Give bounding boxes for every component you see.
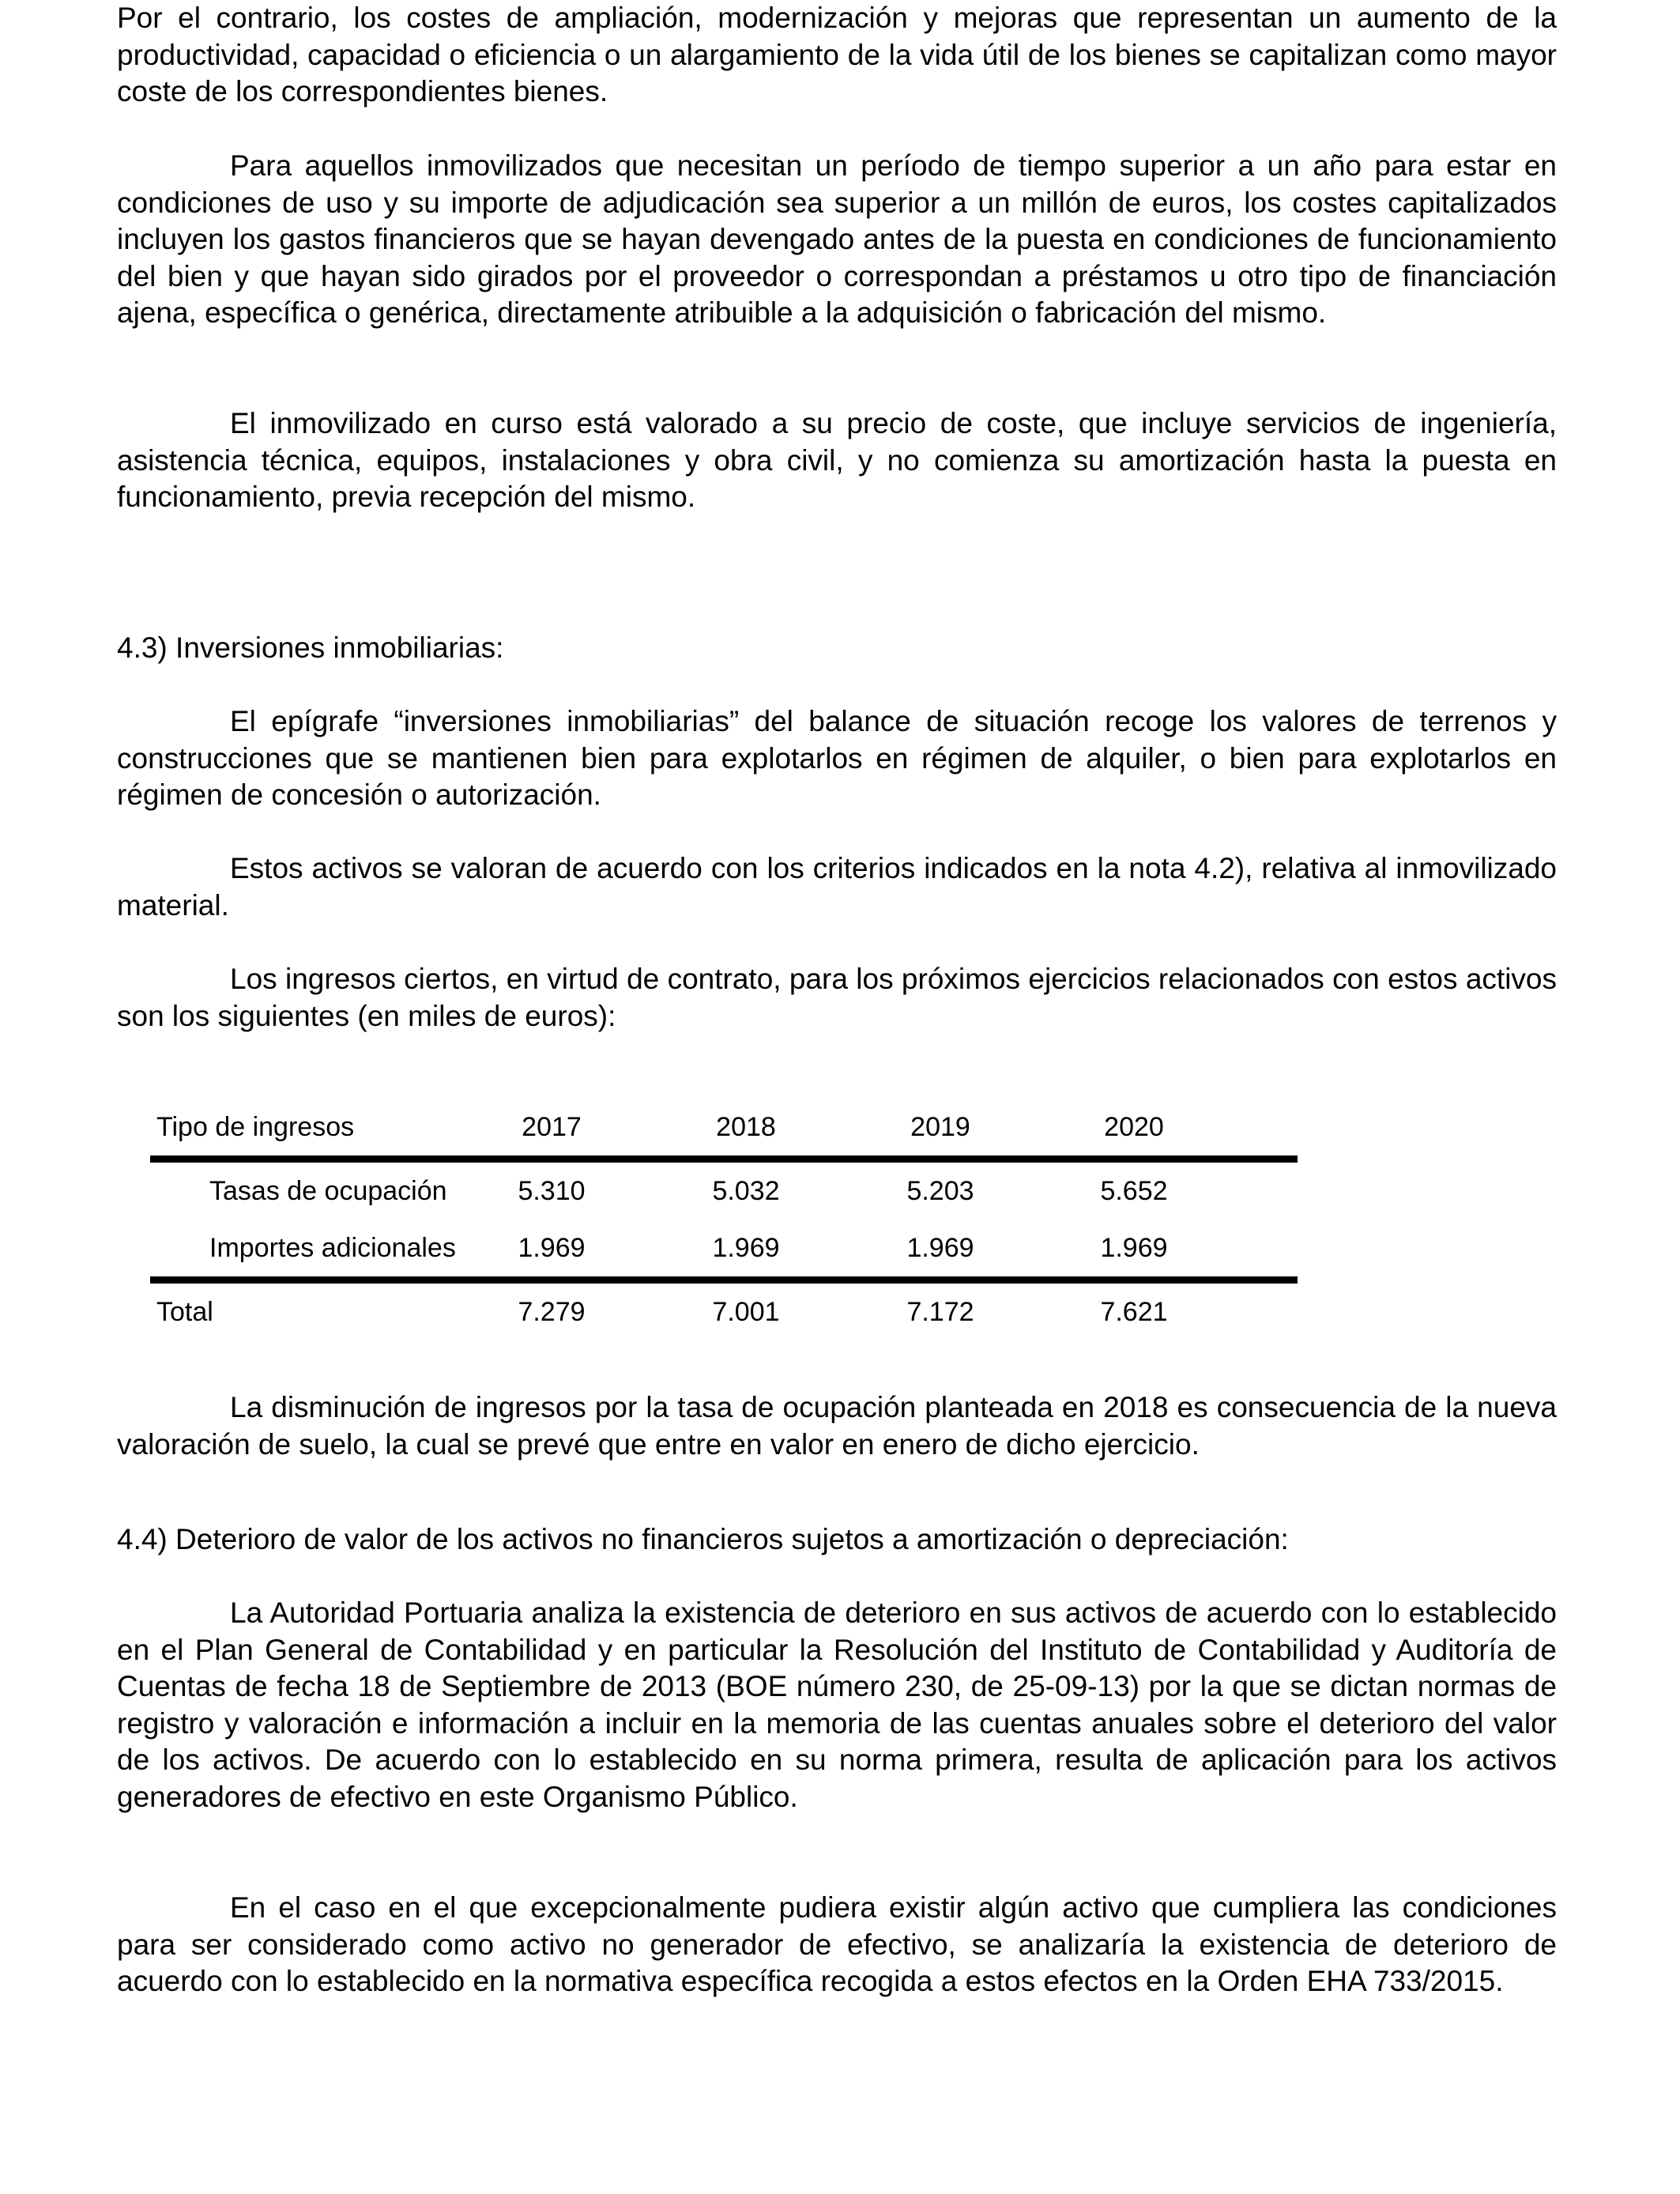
table-header-type: Tipo de ingresos <box>156 1112 355 1142</box>
paragraph-valuation-criteria: Estos activos se valoran de acuerdo con los criterios indicados en la nota 4.2), relativa al inmovilizado material. <box>117 852 1557 922</box>
section-heading-4-4: 4.4) Deterioro de valor de los activos no financieros sujetos a amortización o depreciación: <box>117 1523 1289 1555</box>
table-cell: 5.032 <box>712 1176 780 1206</box>
table-cell: 5.310 <box>518 1176 586 1206</box>
table-header-row <box>150 1099 1298 1155</box>
table-total-cell: 7.001 <box>712 1297 780 1327</box>
paragraph-non-cash-generating: En el caso en el que excepcionalmente pudiera existir algún activo que cumpliera las condiciones para ser considerado como activo no generador de efectivo, se analizaría la existencia de deterioro de acuerdo con lo establecido en la normativa específica recogida a estos efectos en la Orden EHA 733/2015. <box>117 1891 1557 1998</box>
table-total-row <box>150 1284 1298 1340</box>
table-cell: 1.969 <box>906 1233 974 1263</box>
paragraph-capitalized-improvements: Por el contrario, los costes de ampliación, modernización y mejoras que representan un aumento de la productividad, capacidad o eficiencia o un alargamiento de la vida útil de los bienes se capitalizan como mayor coste de los correspondientes bienes. <box>117 2 1557 108</box>
table-cell: 1.969 <box>518 1233 586 1263</box>
table-cell: 1.969 <box>1100 1233 1168 1263</box>
paragraph-impairment-analysis: La Autoridad Portuaria analiza la existencia de deterioro en sus activos de acuerdo con lo establecido en el Plan General de Contabilidad y en particular la Resolución del Instituto de Contabilidad y Auditoría de Cuentas de fecha 18 de Septiembre de 2013 (BOE número 230, de 25-09-13) por la que se dictan normas de registro y valoración e información a incluir en la memoria de las cuentas anuales sobre el deterioro del valor de los activos. De acuerdo con lo establecido en su norma primera, resulta de aplicación para los activos generadores de efectivo en este Organismo Público. <box>117 1596 1557 1813</box>
table-row-label: Tasas de ocupación <box>209 1176 447 1206</box>
paragraph-income-intro: Los ingresos ciertos, en virtud de contrato, para los próximos ejercicios relacionados con estos activos son los siguientes (en miles de euros): <box>117 963 1557 1032</box>
paragraph-work-in-progress: El inmovilizado en curso está valorado a su precio de coste, que incluye servicios de ingeniería, asistencia técnica, equipos, instalaciones y obra civil, y no comienza su amortización hasta la puesta en funcionamiento, previa recepción del mismo. <box>117 407 1557 514</box>
table-header-year: 2017 <box>522 1112 582 1142</box>
table-total-cell: 7.172 <box>906 1297 974 1327</box>
table-header-year: 2019 <box>910 1112 970 1142</box>
table-total-cell: 7.621 <box>1100 1297 1168 1327</box>
paragraph-real-estate-definition: El epígrafe “inversiones inmobiliarias” del balance de situación recoge los valores de terrenos y construcciones que se mantienen bien para explotarlos en régimen de alquiler, o bien para explotarlos en régimen de concesión o autorización. <box>117 705 1557 812</box>
table-cell: 5.203 <box>906 1176 974 1206</box>
table-cell: 1.969 <box>712 1233 780 1263</box>
income-table <box>150 1099 1298 1340</box>
table-cell: 5.652 <box>1100 1176 1168 1206</box>
paragraph-income-decrease: La disminución de ingresos por la tasa de ocupación planteada en 2018 es consecuencia de la nueva valoración de suelo, la cual se prevé que entre en valor en enero de dicho ejercicio. <box>117 1391 1557 1461</box>
table-row <box>150 1163 1298 1220</box>
table-row <box>150 1220 1298 1276</box>
table-header-rule <box>150 1155 1298 1163</box>
table-header-year: 2020 <box>1104 1112 1164 1142</box>
table-total-cell: 7.279 <box>518 1297 586 1327</box>
table-header-year: 2018 <box>716 1112 776 1142</box>
paragraph-financial-costs: Para aquellos inmovilizados que necesitan un período de tiempo superior a un año para estar en condiciones de uso y su importe de adjudicación sea superior a un millón de euros, los costes capitalizados incluyen los gastos financieros que se hayan devengado antes de la puesta en condiciones de funcionamiento del bien y que hayan sido girados por el proveedor o correspondan a préstamos u otro tipo de financiación ajena, específica o genérica, directamente atribuible a la adquisición o fabricación del mismo. <box>117 149 1557 330</box>
section-heading-4-3: 4.3) Inversiones inmobiliarias: <box>117 631 504 664</box>
table-total-rule <box>150 1276 1298 1284</box>
table-row-label: Importes adicionales <box>209 1233 456 1263</box>
table-total-label: Total <box>156 1297 213 1327</box>
